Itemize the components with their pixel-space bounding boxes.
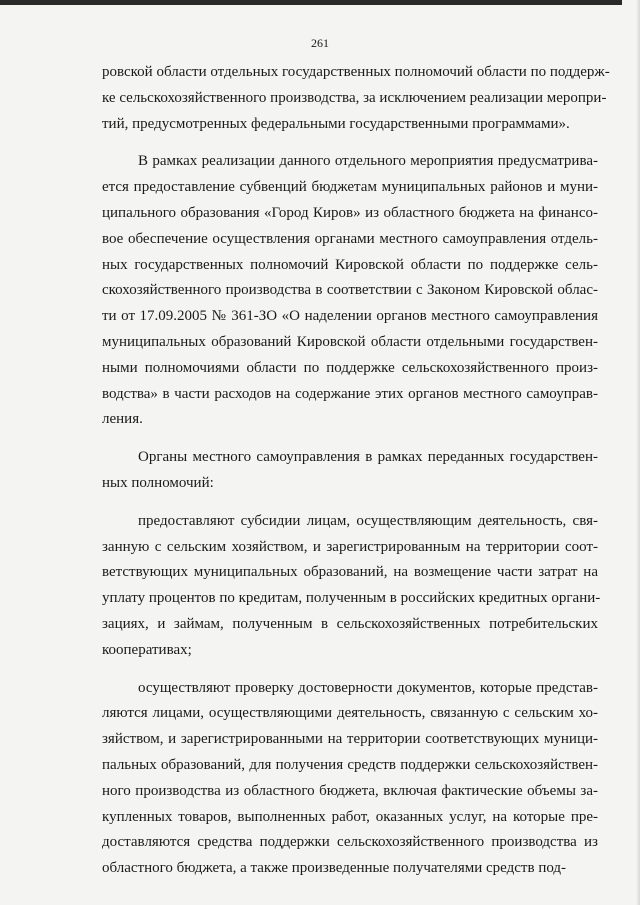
text-line: ляются лицами, осуществляющими деятельность, связанную с сельским хо- (102, 705, 598, 722)
paragraph (102, 676, 598, 882)
text-line: ется предоставление субвенций бюджетам муниципальных районов и муни- (102, 179, 598, 196)
text-line: ти от 17.09.2005 № 361-ЗО «О наделении органов местного самоуправления (102, 308, 598, 325)
text-line: зациях, и займам, полученным в сельскохозяйственных потребительских (102, 615, 598, 632)
text-line: зяйством, и зарегистрированными на территории соответствующих муници- (102, 731, 598, 748)
paragraph (102, 60, 610, 137)
text-line: ных государственных полномочий Кировской области по поддержке сель- (102, 256, 598, 273)
page-edge-shadow (636, 0, 640, 905)
text-line: ного производства из областного бюджета, включая фактические объемы за- (102, 782, 598, 799)
paragraph (102, 445, 598, 497)
text-line: кооперативах; (102, 641, 192, 658)
text-line: осуществляют проверку достоверности документов, которые представ- (138, 679, 598, 696)
text-line: областного бюджета, а также произведенные получателями средств под- (102, 860, 567, 877)
text-line: ке сельскохозяйственного производства, за исключением реализации меропри- (102, 89, 607, 106)
page-number: 261 (311, 36, 329, 50)
paragraph (102, 149, 598, 433)
text-line: ления. (102, 411, 143, 428)
text-line: муниципальных образований Кировской области отдельными государствен- (102, 333, 598, 350)
text-line: ровской области отдельных государственных полномочий области по поддерж- (102, 64, 610, 80)
text-line: купленных товаров, выполненных работ, оказанных услуг, на которые пре- (102, 808, 598, 825)
text-line: вое обеспечение осуществления органами местного самоуправления отдель- (102, 230, 598, 247)
text-line: ных полномочий: (102, 474, 214, 491)
text-line: уплату процентов по кредитам, полученным в российских кредитных органи- (102, 590, 601, 607)
text-line: В рамках реализации данного отдельного мероприятия предусматрива- (138, 153, 598, 170)
text-line: ными полномочиями области по поддержке сельскохозяйственного произ- (102, 359, 598, 376)
text-line: ципального образования «Город Киров» из областного бюджета на финансо- (102, 204, 598, 221)
text-line: предоставляют субсидии лицам, осуществляющим деятельность, свя- (138, 512, 598, 529)
text-line: Органы местного самоуправления в рамках переданных государствен- (138, 449, 598, 466)
text-line: ветствующих муниципальных образований, на возмещение части затрат на (102, 564, 598, 581)
text-line: занную с сельским хозяйством, и зарегистрированным на территории соот- (102, 538, 598, 555)
paragraph (102, 509, 601, 664)
text-line: скохозяйственного производства в соответствии с Законом Кировской облас- (102, 282, 598, 299)
text-line: доставляются средства поддержки сельскохозяйственного производства из (102, 834, 598, 851)
text-line: тий, предусмотренных федеральными государственными программами». (102, 115, 570, 132)
text-line: пальных образований, для получения средств поддержки сельскохозяйствен- (102, 756, 598, 773)
top-border-rule (0, 0, 622, 5)
document-body (102, 60, 610, 882)
text-line: водства» в части расходов на содержание этих органов местного самоуправ- (102, 385, 598, 402)
